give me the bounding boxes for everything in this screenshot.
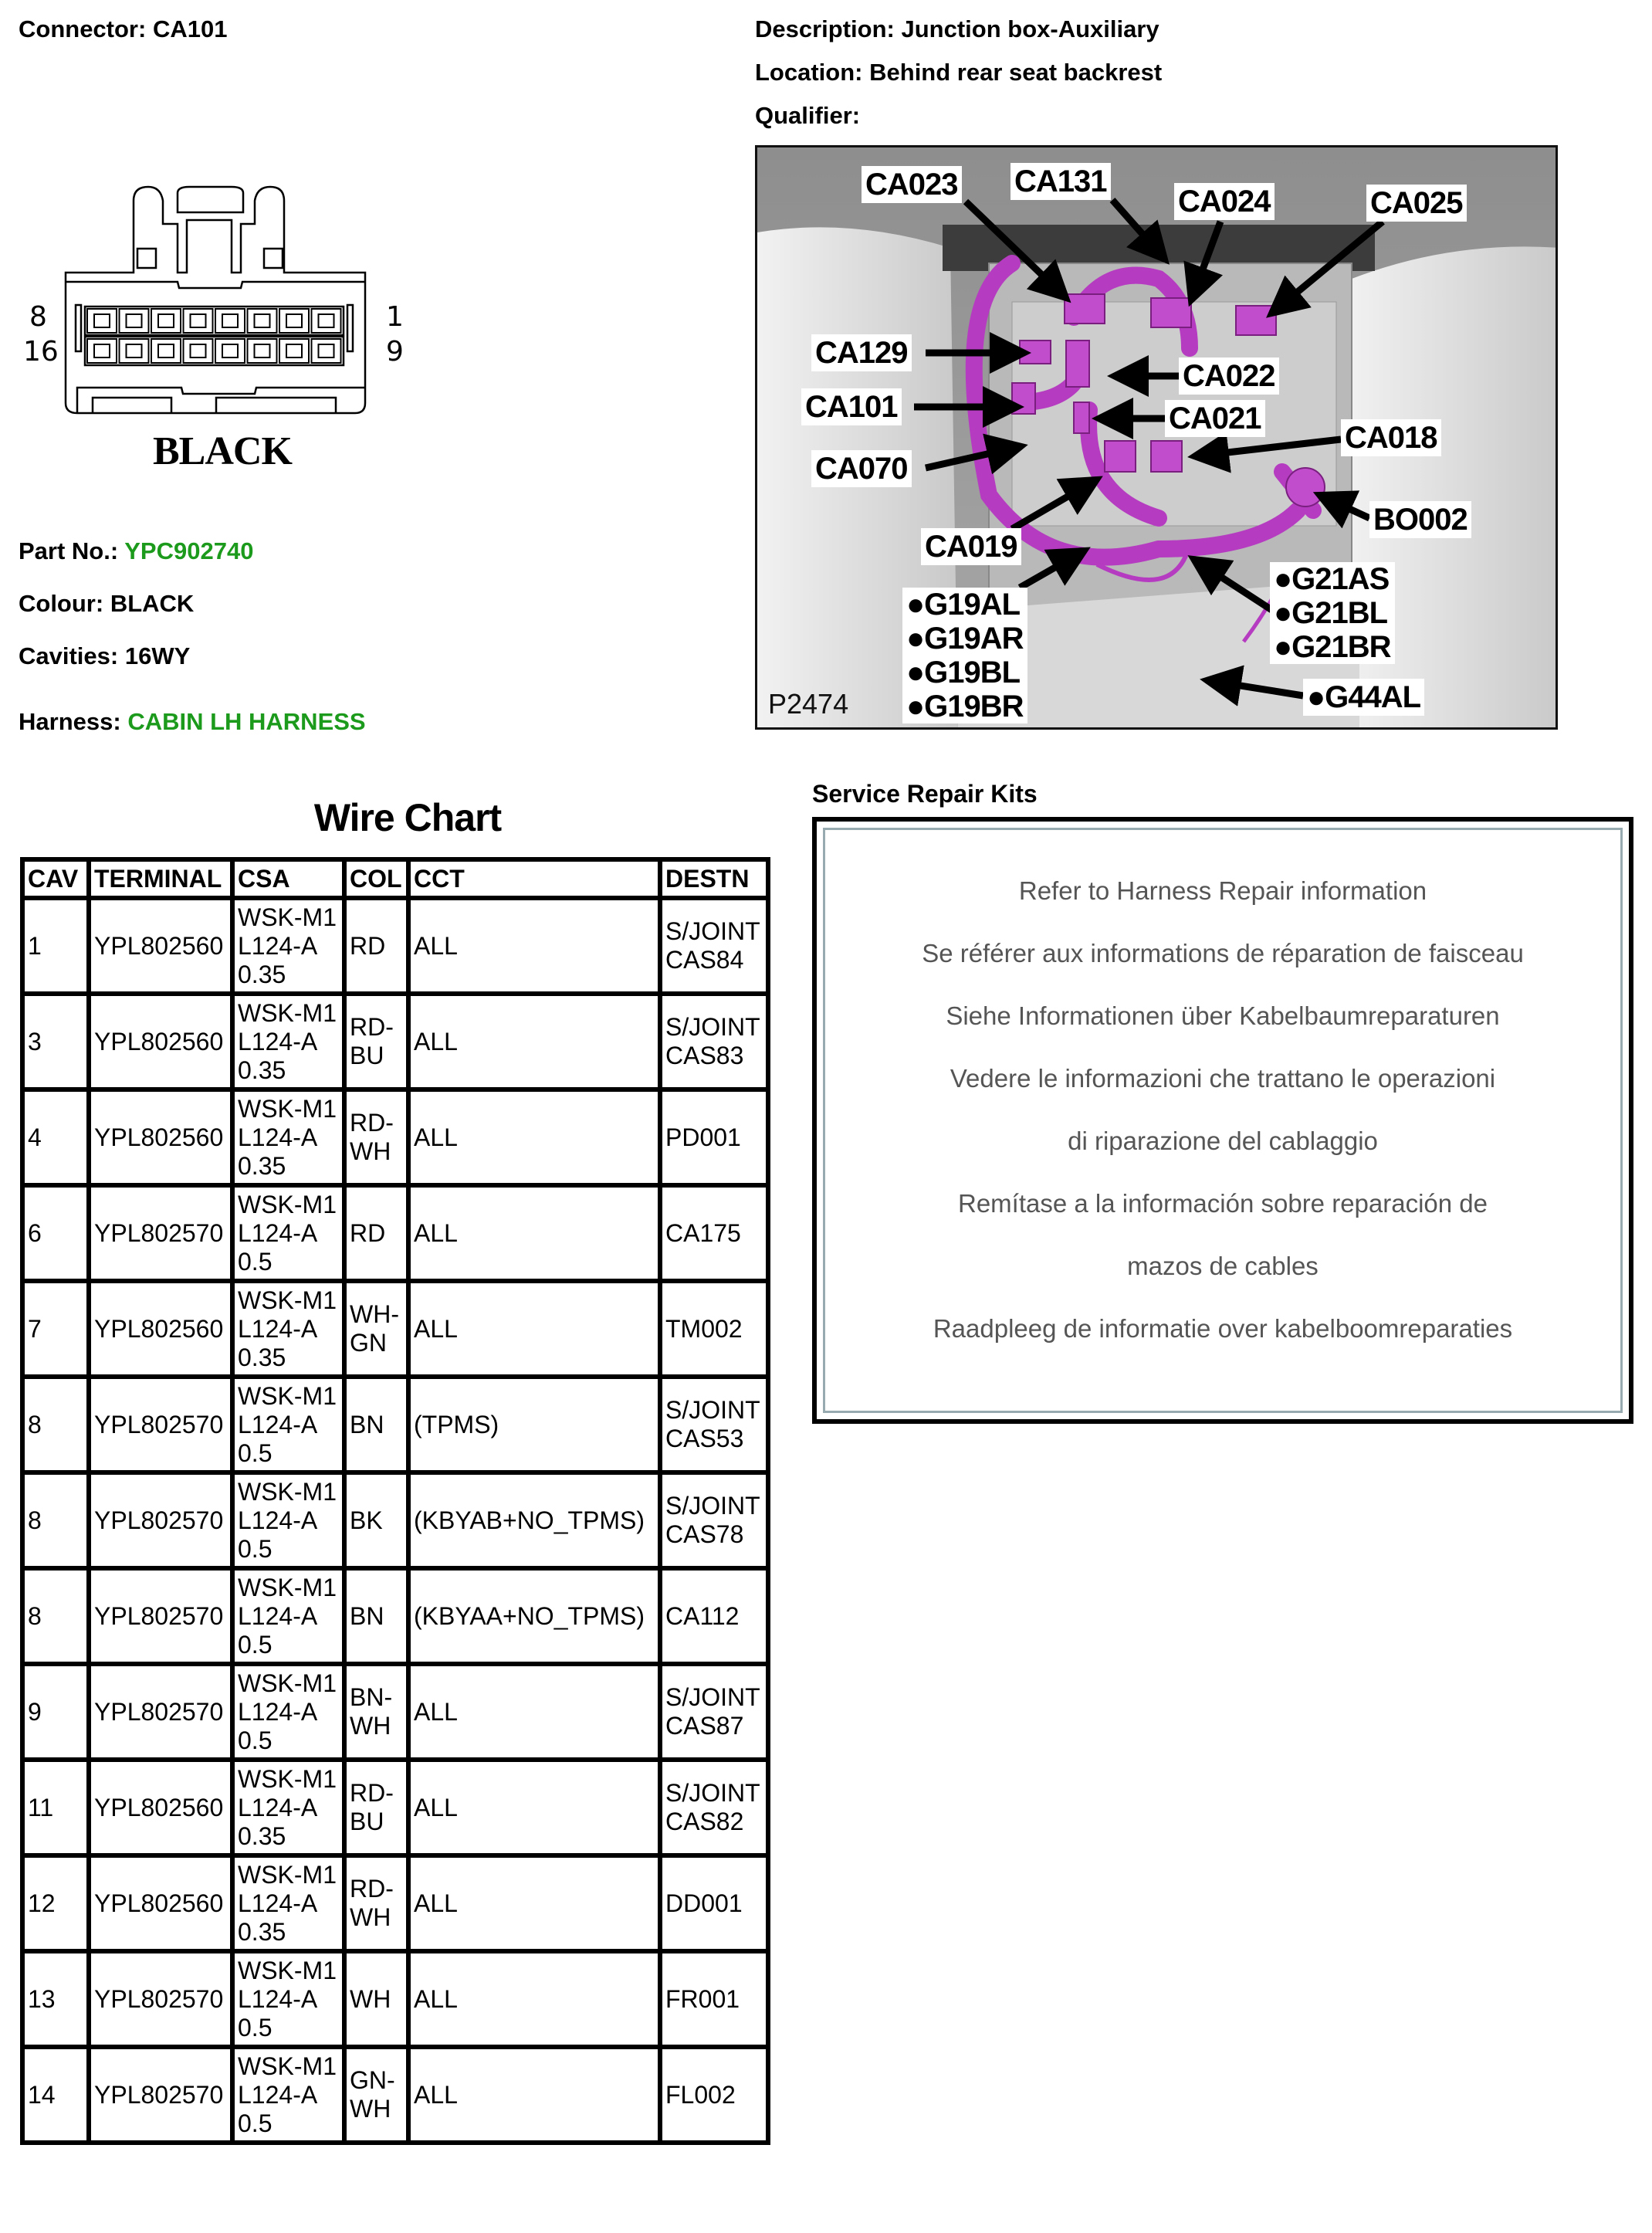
callout-G21-group	[1270, 562, 1395, 664]
cell-cav: 9	[22, 1664, 89, 1760]
cell-cct: ALL	[408, 1664, 660, 1760]
cell-col: WH	[344, 1951, 408, 2047]
harness-value[interactable]: CABIN LH HARNESS	[127, 708, 366, 735]
cell-col: RD-WH	[344, 1089, 408, 1185]
part-number	[19, 537, 253, 565]
pin-cavity	[87, 339, 117, 363]
pin-label-8: 8	[29, 301, 47, 333]
cell-cct: ALL	[408, 1951, 660, 2047]
cell-col: BN-WH	[344, 1664, 408, 1760]
pin-label-1: 1	[386, 301, 404, 333]
column-header-col: COL	[344, 859, 408, 898]
ground-bullet-icon: ●	[1307, 680, 1325, 714]
wire-chart-title: Wire Chart	[313, 796, 502, 839]
cell-csa: WSK-M1L124-A 0.35	[232, 1281, 344, 1377]
cell-terminal: YPL802570	[89, 1951, 232, 2047]
cell-col: RD-BU	[344, 994, 408, 1089]
repair-info-line: Se référer aux informations de réparation de faisceau	[922, 939, 1524, 967]
repair-info-line: Siehe Informationen über Kabelbaumreparaturen	[946, 1001, 1500, 1030]
table-row	[22, 2047, 768, 2143]
cell-cct: (KBYAA+NO_TPMS)	[408, 1568, 660, 1664]
column-header-terminal: TERMINAL	[89, 859, 232, 898]
column-header-cct: CCT	[408, 859, 660, 898]
ground-bullet-icon: ●	[906, 622, 925, 656]
cell-destn: S/JOINT CAS82	[660, 1760, 768, 1855]
cell-terminal: YPL802570	[89, 2047, 232, 2143]
cell-csa: WSK-M1L124-A 0.35	[232, 1855, 344, 1951]
column-header-csa: CSA	[232, 859, 344, 898]
location	[755, 59, 1162, 86]
description	[755, 15, 1159, 43]
cell-cav: 8	[22, 1377, 89, 1472]
cell-cct: ALL	[408, 1185, 660, 1281]
cell-csa: WSK-M1L124-A 0.5	[232, 1185, 344, 1281]
ground-bullet-icon: ●	[906, 656, 925, 690]
cell-destn: S/JOINT CAS53	[660, 1377, 768, 1472]
table-row	[22, 1472, 768, 1568]
cell-terminal: YPL802560	[89, 1281, 232, 1377]
table-row	[22, 1760, 768, 1855]
callout-G21BR: G21BR	[1291, 630, 1391, 664]
pin-cavity	[215, 339, 245, 363]
cell-destn: S/JOINT CAS78	[660, 1472, 768, 1568]
cell-destn: FL002	[660, 2047, 768, 2143]
service-repair-kits-title: Service Repair Kits	[812, 780, 1038, 808]
description-label: Description:	[755, 15, 895, 42]
cell-cav: 8	[22, 1472, 89, 1568]
cell-col: WH-GN	[344, 1281, 408, 1377]
callout-CA021: CA021	[1165, 400, 1265, 437]
pin-cavity	[215, 309, 245, 333]
cell-col: BK	[344, 1472, 408, 1568]
callout-CA018: CA018	[1341, 419, 1441, 456]
connector-id	[19, 15, 227, 43]
cell-cav: 13	[22, 1951, 89, 2047]
cavities	[19, 642, 190, 670]
table-row	[22, 1281, 768, 1377]
cell-terminal: YPL802560	[89, 1855, 232, 1951]
pin-cavity	[248, 339, 277, 363]
pin-cavity	[87, 309, 117, 333]
qualifier-label: Qualifier:	[755, 102, 861, 129]
table-row	[22, 1185, 768, 1281]
cell-col: RD	[344, 898, 408, 994]
callout-G19BR: G19BR	[924, 690, 1024, 723]
ground-bullet-icon: ●	[1274, 630, 1292, 664]
cell-csa: WSK-M1L124-A 0.35	[232, 994, 344, 1089]
pin-cavity	[120, 309, 149, 333]
wire-chart-table	[20, 857, 770, 2145]
cell-destn: CA175	[660, 1185, 768, 1281]
pin-cavity	[151, 339, 181, 363]
service-repair-kits-inner	[823, 828, 1623, 1413]
callout-CA023: CA023	[862, 166, 962, 203]
cell-col: GN-WH	[344, 2047, 408, 2143]
cell-cct: ALL	[408, 1281, 660, 1377]
callout-G19BL: G19BL	[924, 656, 1021, 690]
cell-cct: ALL	[408, 1760, 660, 1855]
location-value: Behind rear seat backrest	[869, 59, 1163, 86]
callout-G21BL: G21BL	[1291, 596, 1388, 630]
cell-terminal: YPL802560	[89, 1760, 232, 1855]
colour-value: BLACK	[110, 590, 195, 617]
callout-CA070: CA070	[811, 450, 912, 487]
table-row	[22, 898, 768, 994]
repair-info-line: Refer to Harness Repair information	[1018, 876, 1427, 905]
cell-destn: S/JOINT CAS87	[660, 1664, 768, 1760]
cell-csa: WSK-M1L124-A 0.35	[232, 1760, 344, 1855]
repair-info-line: mazos de cables	[1127, 1252, 1319, 1280]
qualifier	[755, 102, 860, 130]
cell-col: BN	[344, 1377, 408, 1472]
cell-destn: DD001	[660, 1855, 768, 1951]
callout-G19-group	[902, 588, 1027, 723]
callout-G19AL: G19AL	[924, 588, 1021, 622]
pin-cavity	[312, 309, 341, 333]
repair-info-line: Remítase a la información sobre reparación de	[957, 1189, 1488, 1218]
pin-cavity	[151, 309, 181, 333]
column-header-cav: CAV	[22, 859, 89, 898]
cell-csa: WSK-M1L124-A 0.5	[232, 1568, 344, 1664]
cell-terminal: YPL802560	[89, 1089, 232, 1185]
connector-value: CA101	[152, 15, 228, 42]
pin-cavity	[312, 339, 341, 363]
cell-col: RD	[344, 1185, 408, 1281]
cell-terminal: YPL802560	[89, 898, 232, 994]
cell-cav: 12	[22, 1855, 89, 1951]
cell-destn: S/JOINT CAS84	[660, 898, 768, 994]
cell-terminal: YPL802570	[89, 1185, 232, 1281]
callout-CA025: CA025	[1366, 185, 1467, 222]
ground-bullet-icon: ●	[1274, 562, 1292, 596]
cell-destn: FR001	[660, 1951, 768, 2047]
cell-terminal: YPL802570	[89, 1472, 232, 1568]
callout-G21AS: G21AS	[1291, 562, 1390, 596]
callout-CA019: CA019	[921, 528, 1021, 565]
cell-cav: 3	[22, 994, 89, 1089]
cell-csa: WSK-M1L124-A 0.5	[232, 1472, 344, 1568]
cell-cct: ALL	[408, 1089, 660, 1185]
pin-cavity	[184, 339, 213, 363]
cell-cav: 6	[22, 1185, 89, 1281]
callout-G19AR: G19AR	[924, 622, 1024, 656]
cell-cct: (KBYAB+NO_TPMS)	[408, 1472, 660, 1568]
cell-cct: ALL	[408, 898, 660, 994]
cell-col: RD-BU	[344, 1760, 408, 1855]
ground-bullet-icon: ●	[1274, 596, 1292, 630]
cell-terminal: YPL802570	[89, 1377, 232, 1472]
pin-label-9: 9	[386, 336, 404, 368]
callout-CA129: CA129	[811, 334, 912, 371]
cell-terminal: YPL802560	[89, 994, 232, 1089]
cavities-value: 16WY	[124, 642, 191, 669]
table-row	[22, 1664, 768, 1760]
pin-cavity	[248, 309, 277, 333]
repair-info-line: Raadpleeg de informatie over kabelboomreparaties	[933, 1314, 1513, 1343]
table-row	[22, 1089, 768, 1185]
column-header-destn: DESTN	[660, 859, 768, 898]
colour-label: Colour:	[19, 590, 104, 617]
cell-destn: S/JOINT CAS83	[660, 994, 768, 1089]
colour	[19, 590, 194, 618]
table-row	[22, 1568, 768, 1664]
callout-CA131: CA131	[1010, 163, 1111, 200]
cell-cav: 7	[22, 1281, 89, 1377]
cell-csa: WSK-M1L124-A 0.35	[232, 1089, 344, 1185]
cell-cct: ALL	[408, 2047, 660, 2143]
repair-info-line: Vedere le informazioni che trattano le operazioni	[950, 1064, 1496, 1093]
pin-cavity	[120, 339, 149, 363]
ground-bullet-icon: ●	[906, 588, 925, 622]
ground-bullet-icon: ●	[906, 690, 925, 723]
cell-csa: WSK-M1L124-A 0.5	[232, 1951, 344, 2047]
cell-destn: CA112	[660, 1568, 768, 1664]
cell-cct: (TPMS)	[408, 1377, 660, 1472]
photo-reference: P2474	[768, 688, 849, 720]
cell-csa: WSK-M1L124-A 0.35	[232, 898, 344, 994]
table-row	[22, 1377, 768, 1472]
callout-BO002: BO002	[1369, 501, 1471, 538]
pin-label-16: 16	[23, 336, 59, 368]
pin-cavity	[279, 339, 309, 363]
cell-cav: 11	[22, 1760, 89, 1855]
callout-CA024: CA024	[1174, 183, 1275, 220]
callout-G44AL-text: G44AL	[1325, 680, 1421, 714]
callout-CA101: CA101	[801, 388, 902, 425]
cell-destn: PD001	[660, 1089, 768, 1185]
cell-cct: ALL	[408, 1855, 660, 1951]
connector-face-drawing	[23, 178, 425, 486]
cell-cav: 4	[22, 1089, 89, 1185]
cell-terminal: YPL802570	[89, 1568, 232, 1664]
table-row	[22, 1951, 768, 2047]
cell-destn: TM002	[660, 1281, 768, 1377]
connector-label: Connector:	[19, 15, 147, 42]
table-header-row	[22, 859, 768, 898]
pin-cavity	[279, 309, 309, 333]
cavities-label: Cavities:	[19, 642, 119, 669]
location-label: Location:	[755, 59, 863, 86]
table-row	[22, 994, 768, 1089]
cell-cav: 8	[22, 1568, 89, 1664]
harness-label: Harness:	[19, 708, 121, 735]
pin-cavity	[184, 309, 213, 333]
harness	[19, 708, 366, 736]
cell-cav: 14	[22, 2047, 89, 2143]
cell-col: BN	[344, 1568, 408, 1664]
cell-csa: WSK-M1L124-A 0.5	[232, 1664, 344, 1760]
callout-CA022: CA022	[1179, 357, 1279, 395]
part-number-value[interactable]: YPC902740	[124, 537, 254, 564]
cell-col: RD-WH	[344, 1855, 408, 1951]
table-row	[22, 1855, 768, 1951]
callout-G44AL	[1303, 679, 1424, 716]
cell-csa: WSK-M1L124-A 0.5	[232, 2047, 344, 2143]
service-repair-kits-box	[812, 817, 1633, 1424]
cell-cav: 1	[22, 898, 89, 994]
repair-info-line: di riparazione del cablaggio	[1068, 1127, 1378, 1155]
location-photo	[755, 145, 1558, 730]
cell-csa: WSK-M1L124-A 0.5	[232, 1377, 344, 1472]
connector-colour-text: BLACK	[153, 429, 292, 473]
cell-terminal: YPL802570	[89, 1664, 232, 1760]
part-number-label: Part No.:	[19, 537, 119, 564]
cell-cct: ALL	[408, 994, 660, 1089]
description-value: Junction box-Auxiliary	[901, 15, 1159, 42]
